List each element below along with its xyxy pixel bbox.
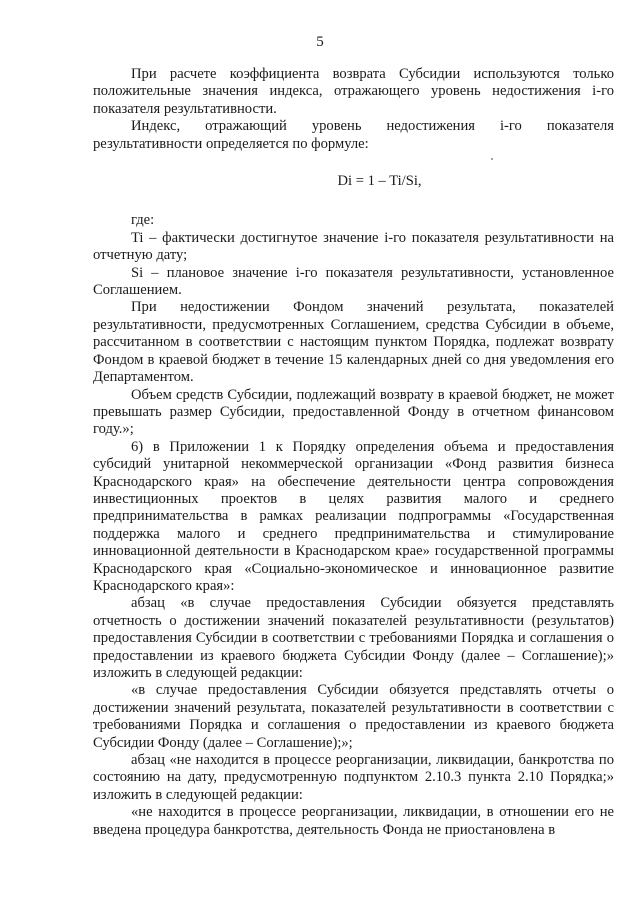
paragraph-coefficient-note: При расчете коэффициента возврата Субсидии используются только положительные значения индекса, отражающего уровень недостижения i-го показателя результативности. bbox=[93, 66, 614, 117]
paragraph-where: где: bbox=[131, 212, 155, 229]
paragraph-abzac-reporting: абзац «в случае предоставления Субсидии обязуется представлять отчетность о достижении значений показателей результативности (результатов) предоставления Субсидии в соответствии с требованиями Порядка и соглашения о предоставлении из краевого бюджета Субсидии Фонду (далее – Соглашение);» изложить в следующей редакции: bbox=[93, 595, 614, 681]
paragraph-abzac-reorganization: абзац «не находится в процессе реорганизации, ликвидации, банкротства по состоянию на дату, предусмотренную подпунктом 2.10.3 пункта 2.10 Порядка;» изложить в следующей редакции: bbox=[93, 752, 614, 803]
paragraph-non-achievement: При недостижении Фондом значений результата, показателей результативности, предусмотренных Соглашением, средства Субсидии в объеме, рассчитанном в соответствии с настоящим пунктом Порядка, подлежат возврату Фондом в краевой бюджет в течение 15 календарных дней со дня уведомления его Департаментом. bbox=[93, 299, 614, 386]
paragraph-new-reorganization: «не находится в процессе реорганизации, ликвидации, в отношении его не введена процедура банкротства, деятельность Фонда не приостановлена в bbox=[93, 804, 614, 838]
formula: Di = 1 – Ti/Si, bbox=[337, 173, 422, 190]
page-number: 5 bbox=[316, 34, 324, 50]
paragraph-refund-limit: Объем средств Субсидии, подлежащий возврату в краевой бюджет, не может превышать размер Субсидии, предоставленной Фонду в отчетном финансовом году.»; bbox=[93, 386, 614, 438]
paragraph-new-reporting: «в случае предоставления Субсидии обязуется представлять отчеты о достижении значений результата, показателей результативности в соответствии с требованиями Порядка и соглашения о предоставлении из краевого бюджета Субсидии Фонду (далее – Соглашение);»; bbox=[93, 682, 614, 751]
paragraph-item-6: 6) в Приложении 1 к Порядку определения объема и предоставления субсидий унитарной некоммерческой организации «Фонд развития бизнеса Краснодарского края» на обеспечение деятельности центра сопровождения инвестиционных проектов в целях развития малого и среднего предпринимательства в рамках реализации подпрограммы «Государственная поддержка малого и среднего предпринимательства и стимулирование инновационной деятельности в Краснодарском крае» государственной программы Краснодарского края «Социально-экономическое и инновационное развитие Краснодарского края»: bbox=[93, 438, 614, 594]
paragraph-si-definition: Si – плановое значение i-го показателя результативности, установленное Соглашением. bbox=[93, 264, 614, 299]
scan-speck bbox=[491, 158, 493, 160]
paragraph-index-definition: Индекс, отражающий уровень недостижения i-го показателя результативности определяется по формуле: bbox=[93, 118, 614, 152]
document-body bbox=[93, 66, 614, 839]
paragraph-ti-definition: Ti – фактически достигнутое значение i-го показателя результативности на отчетную дату; bbox=[93, 229, 614, 264]
